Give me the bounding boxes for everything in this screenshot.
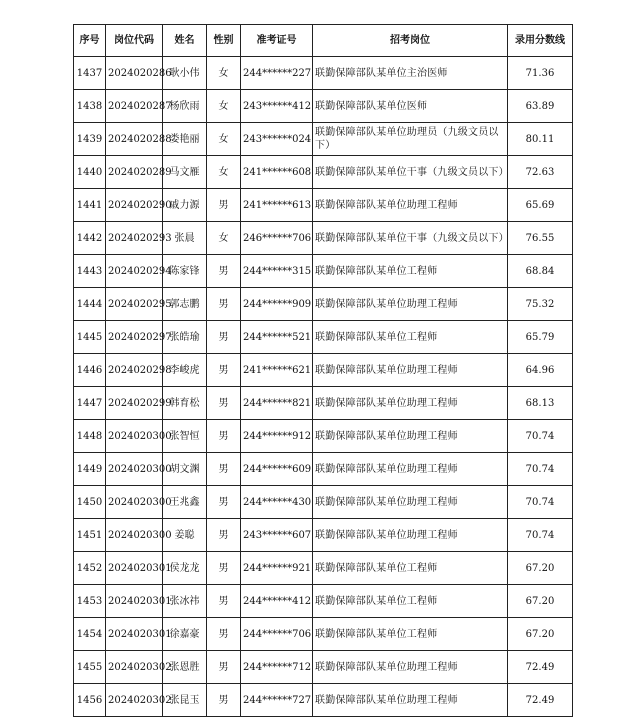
table-row [74,585,573,618]
cell-gender: 女 [207,123,241,156]
cell-score-line: 63.89 [508,90,573,123]
cell-position-code: 2024020293 [106,222,163,255]
cell-serial: 1453 [74,585,106,618]
cell-recruit-position: 联勤保障部队某单位助理工程师 [313,651,508,684]
cell-name: 李峻虎 [163,354,207,387]
cell-gender: 女 [207,156,241,189]
cell-exam-id: 244******712 [241,651,313,684]
cell-gender: 男 [207,387,241,420]
cell-exam-id: 241******608 [241,156,313,189]
cell-name: 张皓瑜 [163,321,207,354]
cell-exam-id: 241******613 [241,189,313,222]
table-row [74,552,573,585]
cell-recruit-position: 联勤保障部队某单位助理工程师 [313,354,508,387]
table-body [74,57,573,717]
cell-position-code: 2024020289 [106,156,163,189]
cell-gender: 男 [207,255,241,288]
cell-serial: 1446 [74,354,106,387]
cell-position-code: 2024020297 [106,321,163,354]
cell-exam-id: 244******227 [241,57,313,90]
cell-exam-id: 243******607 [241,519,313,552]
cell-score-line: 67.20 [508,618,573,651]
cell-gender: 男 [207,189,241,222]
cell-score-line: 72.49 [508,651,573,684]
header-gender: 性别 [207,25,241,57]
table-row [74,57,573,90]
cell-score-line: 70.74 [508,453,573,486]
cell-position-code: 2024020294 [106,255,163,288]
cell-gender: 女 [207,222,241,255]
table-row [74,486,573,519]
cell-gender: 男 [207,453,241,486]
cell-name: 戚力源 [163,189,207,222]
table-row [74,354,573,387]
cell-recruit-position: 联勤保障部队某单位助理工程师 [313,387,508,420]
cell-score-line: 68.84 [508,255,573,288]
table-header-row [74,25,573,57]
cell-gender: 女 [207,57,241,90]
cell-exam-id: 244******412 [241,585,313,618]
cell-recruit-position: 联勤保障部队某单位助理员（九级文员以下） [313,123,508,156]
table-row [74,453,573,486]
cell-gender: 男 [207,420,241,453]
table-row [74,519,573,552]
cell-name: 张昆玉 [163,684,207,717]
cell-exam-id: 244******821 [241,387,313,420]
cell-recruit-position: 联勤保障部队某单位助理工程师 [313,684,508,717]
cell-score-line: 72.49 [508,684,573,717]
cell-gender: 男 [207,651,241,684]
table-row [74,651,573,684]
cell-score-line: 75.32 [508,288,573,321]
cell-recruit-position: 联勤保障部队某单位主治医师 [313,57,508,90]
cell-recruit-position: 联勤保障部队某单位医师 [313,90,508,123]
cell-recruit-position: 联勤保障部队某单位工程师 [313,255,508,288]
cell-recruit-position: 联勤保障部队某单位助理工程师 [313,519,508,552]
cell-exam-id: 243******412 [241,90,313,123]
cell-exam-id: 246******706 [241,222,313,255]
cell-score-line: 65.79 [508,321,573,354]
cell-exam-id: 244******521 [241,321,313,354]
cell-recruit-position: 联勤保障部队某单位助理工程师 [313,189,508,222]
header-recruit-position: 招考岗位 [313,25,508,57]
cell-serial: 1443 [74,255,106,288]
table-row [74,189,573,222]
cell-score-line: 80.11 [508,123,573,156]
cell-serial: 1451 [74,519,106,552]
header-position-code: 岗位代码 [106,25,163,57]
table-row [74,156,573,189]
cell-gender: 男 [207,354,241,387]
cell-gender: 男 [207,618,241,651]
cell-position-code: 2024020288 [106,123,163,156]
cell-position-code: 2024020301 [106,618,163,651]
cell-position-code: 2024020298 [106,354,163,387]
cell-score-line: 67.20 [508,552,573,585]
cell-exam-id: 244******609 [241,453,313,486]
table-row [74,387,573,420]
cell-score-line: 68.13 [508,387,573,420]
cell-serial: 1456 [74,684,106,717]
cell-serial: 1449 [74,453,106,486]
cell-position-code: 2024020286 [106,57,163,90]
cell-position-code: 2024020300 [106,486,163,519]
cell-gender: 女 [207,90,241,123]
cell-name: 张晨 [163,222,207,255]
cell-serial: 1452 [74,552,106,585]
admission-score-table [73,24,573,717]
cell-recruit-position: 联勤保障部队某单位干事（九级文员以下） [313,156,508,189]
cell-exam-id: 244******430 [241,486,313,519]
cell-serial: 1442 [74,222,106,255]
cell-score-line: 70.74 [508,519,573,552]
cell-name: 张冰祎 [163,585,207,618]
cell-exam-id: 244******909 [241,288,313,321]
table-row [74,123,573,156]
cell-score-line: 64.96 [508,354,573,387]
cell-score-line: 70.74 [508,486,573,519]
cell-exam-id: 244******921 [241,552,313,585]
cell-score-line: 70.74 [508,420,573,453]
cell-serial: 1447 [74,387,106,420]
header-serial: 序号 [74,25,106,57]
cell-gender: 男 [207,288,241,321]
cell-name: 侯龙龙 [163,552,207,585]
cell-serial: 1440 [74,156,106,189]
cell-recruit-position: 联勤保障部队某单位工程师 [313,552,508,585]
cell-gender: 男 [207,486,241,519]
cell-recruit-position: 联勤保障部队某单位工程师 [313,618,508,651]
cell-name: 徐嘉豪 [163,618,207,651]
cell-name: 张智恒 [163,420,207,453]
cell-recruit-position: 联勤保障部队某单位助理工程师 [313,453,508,486]
cell-score-line: 67.20 [508,585,573,618]
cell-position-code: 2024020302 [106,651,163,684]
cell-position-code: 2024020301 [106,585,163,618]
cell-name: 胡文渊 [163,453,207,486]
cell-serial: 1439 [74,123,106,156]
cell-score-line: 65.69 [508,189,573,222]
cell-position-code: 2024020299 [106,387,163,420]
cell-name: 姜聪 [163,519,207,552]
cell-position-code: 2024020301 [106,552,163,585]
cell-serial: 1437 [74,57,106,90]
table-row [74,90,573,123]
cell-recruit-position: 联勤保障部队某单位助理工程师 [313,288,508,321]
cell-name: 王兆鑫 [163,486,207,519]
table-row [74,321,573,354]
table-row [74,684,573,717]
table-row [74,255,573,288]
cell-score-line: 71.36 [508,57,573,90]
table-row [74,420,573,453]
cell-exam-id: 244******706 [241,618,313,651]
cell-score-line: 76.55 [508,222,573,255]
cell-score-line: 72.63 [508,156,573,189]
cell-gender: 男 [207,321,241,354]
cell-recruit-position: 联勤保障部队某单位助理工程师 [313,420,508,453]
cell-serial: 1454 [74,618,106,651]
cell-name: 马文雁 [163,156,207,189]
cell-serial: 1441 [74,189,106,222]
cell-recruit-position: 联勤保障部队某单位干事（九级文员以下） [313,222,508,255]
cell-name: 张恩胜 [163,651,207,684]
cell-name: 耿小伟 [163,57,207,90]
table-row [74,222,573,255]
cell-name: 郭志鹏 [163,288,207,321]
cell-gender: 男 [207,585,241,618]
cell-position-code: 2024020290 [106,189,163,222]
cell-position-code: 2024020300 [106,453,163,486]
table-row [74,618,573,651]
cell-exam-id: 244******727 [241,684,313,717]
cell-name: 陈家锋 [163,255,207,288]
cell-gender: 男 [207,519,241,552]
cell-name: 韩育松 [163,387,207,420]
cell-serial: 1438 [74,90,106,123]
header-score-line: 录用分数线 [508,25,573,57]
header-exam-id: 准考证号 [241,25,313,57]
header-name: 姓名 [163,25,207,57]
cell-gender: 男 [207,684,241,717]
cell-serial: 1450 [74,486,106,519]
cell-position-code: 2024020287 [106,90,163,123]
cell-serial: 1445 [74,321,106,354]
cell-name: 杨欣雨 [163,90,207,123]
cell-serial: 1448 [74,420,106,453]
cell-exam-id: 241******621 [241,354,313,387]
cell-position-code: 2024020302 [106,684,163,717]
cell-recruit-position: 联勤保障部队某单位助理工程师 [313,486,508,519]
cell-name: 娄艳丽 [163,123,207,156]
cell-serial: 1444 [74,288,106,321]
cell-exam-id: 243******024 [241,123,313,156]
cell-exam-id: 244******912 [241,420,313,453]
cell-position-code: 2024020300 [106,420,163,453]
table-row [74,288,573,321]
cell-recruit-position: 联勤保障部队某单位工程师 [313,585,508,618]
cell-exam-id: 244******315 [241,255,313,288]
cell-gender: 男 [207,552,241,585]
cell-recruit-position: 联勤保障部队某单位工程师 [313,321,508,354]
cell-position-code: 2024020295 [106,288,163,321]
cell-position-code: 2024020300 [106,519,163,552]
cell-serial: 1455 [74,651,106,684]
